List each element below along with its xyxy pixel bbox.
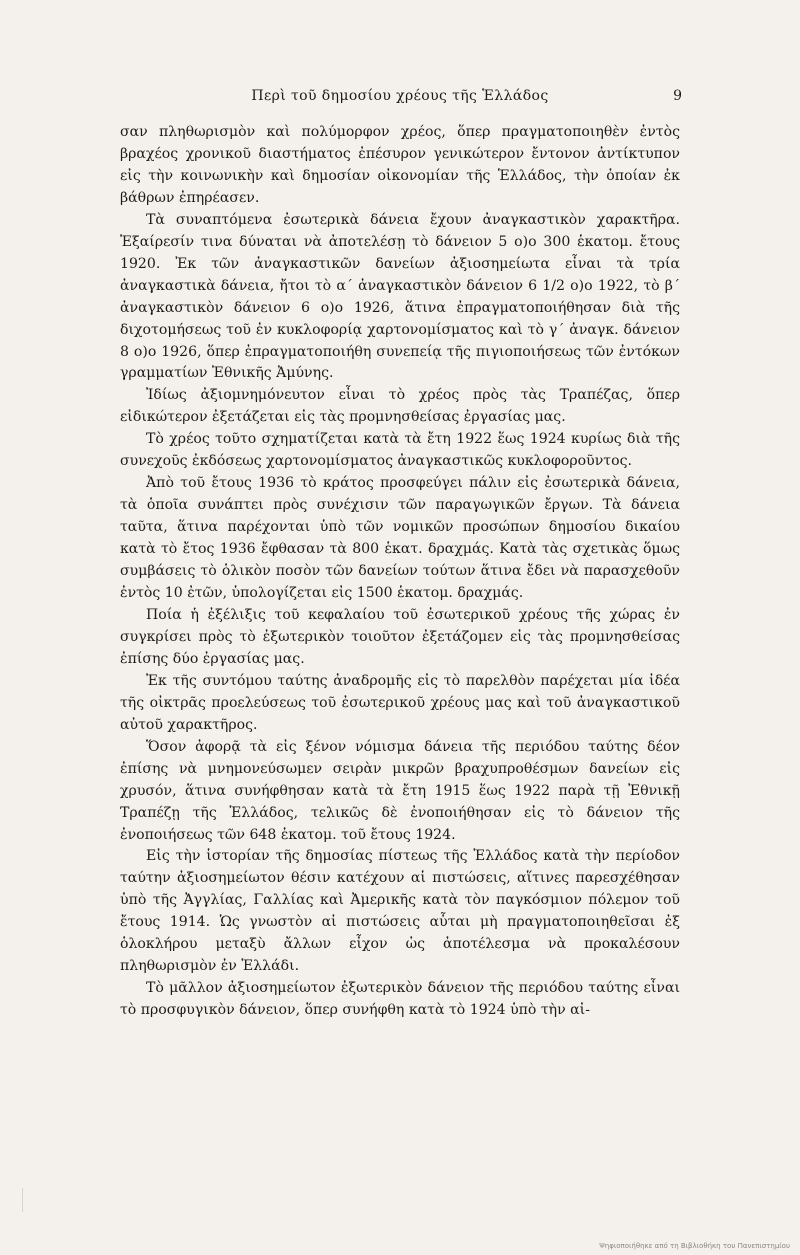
paragraph-retrospective: Ἐκ τῆς συντόμου ταύτης ἀναδρομῆς εἰς τὸ παρελθὸν παρέχεται μία ἰδέα τῆς οἰκτρᾶς προελεύσεως τοῦ ἐσωτερικοῦ χρέους μας καὶ τοῦ ἀναγκαστικοῦ αὐτοῦ χαρακτῆρος. xyxy=(120,672,680,733)
paragraph-foreign-currency-loans: Ὅσον ἀφορᾷ τὰ εἰς ξένον νόμισμα δάνεια τῆς περιόδου ταύτης δέον ἐπίσης νὰ μνημονεύσωμεν σειρὰν μικρῶν βραχυπροθέσμων δανείων εἰς χρυσόν, ἅτινα συνήφθησαν κατὰ τὰ ἔτη 1915 ἕως 1922 παρὰ τῇ Ἐθνικῇ Τραπέζῃ τῆς Ἑλλάδος, τελικῶς δὲ ἐνοποιήθησαν εἰς τὸ δάνειον τῆς ἐνοποιήσεως τῶν 648 ἑκατομ. τοῦ ἔτους 1924. xyxy=(120,738,680,843)
page-number: 9 xyxy=(673,88,682,104)
paragraph-loans-1936: Ἀπὸ τοῦ ἔτους 1936 τὸ κράτος προσφεύγει πάλιν εἰς ἐσωτερικὰ δάνεια, τὰ ὁποῖα συνάπτει πρὸς συνέχισιν τῶν παραγωγικῶν ἔργων. Τὰ δάνεια ταῦτα, ἅτινα παρέχονται ὑπὸ τῶν νομικῶν προσώπων δημοσίου δικαίου κατὰ τὸ ἔτος 1936 ἔφθασαν τὰ 800 ἑκατ. δραχμάς. Κατὰ τὰς σχετικὰς ὅμως συμβάσεις τὸ ὁλικὸν ποσὸν τῶν δανείων τούτων ἅτινα ἔδει νὰ παρασχεθοῦν ἐντὸς 10 ἐτῶν, ὑπολογίζεται εἰς 1500 ἑκατομ. δραχμάς. xyxy=(120,475,680,602)
body-text xyxy=(120,122,680,1022)
running-title: Περὶ τοῦ δημοσίου χρέους τῆς Ἑλλάδος xyxy=(251,88,549,104)
digitization-note: Ψηφιοποιήθηκε από τη Βιβλιοθήκη του Πανεπιστημίου xyxy=(599,1242,790,1250)
paragraph-debt-1922-1924: Τὸ χρέος τοῦτο σχηματίζεται κατὰ τὰ ἔτη 1922 ἕως 1924 κυρίως διὰ τῆς συνεχοῦς ἐκδόσεως χαρτονομίσματος ἀναγκαστικῶς κυκλοφοροῦντος. xyxy=(120,431,680,470)
paragraph-refugee-loan: Τὸ μᾶλλον ἀξιοσημείωτον ἐξωτερικὸν δάνειον τῆς περιόδου ταύτης εἶναι τὸ προσφυγικὸν δάνειον, ὅπερ συνήφθη κατὰ τὸ 1924 ὑπὸ τὴν αἰ- xyxy=(120,980,680,1019)
scan-mark xyxy=(22,1188,23,1212)
paragraph-capital-evolution: Ποία ἡ ἐξέλιξις τοῦ κεφαλαίου τοῦ ἐσωτερικοῦ χρέους τῆς χώρας ἐν συγκρίσει πρὸς τὸ ἐξωτερικὸν τοιοῦτον ἐξετάζομεν εἰς τὰς προμνησθείσας ἐπίσης δύο ἐργασίας μας. xyxy=(120,606,680,667)
paragraph-war-credits: Εἰς τὴν ἱστορίαν τῆς δημοσίας πίστεως τῆς Ἑλλάδος κατὰ τὴν περίοδον ταύτην ἀξιοσημείωτον θέσιν κατέχουν αἱ πιστώσεις, αἵτινες παρεσχέθησαν ὑπὸ τῆς Ἀγγλίας, Γαλλίας καὶ Ἀμερικῆς κατὰ τὸν παγκόσμιον πόλεμον τοῦ ἔτους 1914. Ὡς γνωστὸν αἱ πιστώσεις αὗται μὴ πραγματοποιηθεῖσαι ἐξ ὁλοκλήρου μεταξὺ ἄλλων εἶχον ὡς ἀποτέλεσμα νὰ προκαλέσουν πληθωρισμὸν ἐν Ἑλλάδι. xyxy=(120,848,680,975)
running-header xyxy=(120,88,680,110)
paragraph-bank-debt: Ἰδίως ἀξιομνημόνευτον εἶναι τὸ χρέος πρὸς τὰς Τραπέζας, ὅπερ εἰδικώτερον ἐξετάζεται εἰς τὰς προμνησθείσας ἐργασίας μας. xyxy=(120,387,680,426)
paragraph-continuation: σαν πληθωρισμὸν καὶ πολύμορφον χρέος, ὅπερ πραγματοποιηθὲν ἐντὸς βραχέος χρονικοῦ διαστήματος ἐπέσυρον γενικώτερον ἔντονον ἀντίκτυπον εἰς τὴν κοινωνικὴν καὶ δημοσίαν οἰκονομίαν τῆς Ἑλλάδος, τὴν ὁποίαν ἐκ βάθρων ἐπηρέασεν. xyxy=(120,124,680,206)
paragraph-forced-loans: Τὰ συναπτόμενα ἐσωτερικὰ δάνεια ἔχουν ἀναγκαστικὸν χαρακτῆρα. Ἐξαίρεσίν τινα δύναται νὰ ἀποτελέσῃ τὸ δάνειον 5 ο)ο 300 ἑκατομ. ἔτους 1920. Ἐκ τῶν ἀναγκαστικῶν δανείων ἀξιοσημείωτα εἶναι τὰ τρία ἀναγκαστικὰ δάνεια, ἤτοι τὸ α΄ ἀναγκαστικὸν δάνειον 6 1/2 ο)ο 1922, τὸ β΄ ἀναγκαστικὸν δάνειον 6 ο)ο 1926, ἅτινα ἐπραγματοποιήθησαν διὰ τῆς διχοτομήσεως τοῦ ἐν κυκλοφορίᾳ χαρτονομίσματος καὶ τὸ γ΄ ἀναγκ. δάνειον 8 ο)ο 1926, ὅπερ ἐπραγματοποιήθη συνεπείᾳ τῆς πιγιοποιήσεως τῶν ἐντόκων γραμματίων Ἐθνικῆς Ἀμύνης. xyxy=(120,211,680,382)
